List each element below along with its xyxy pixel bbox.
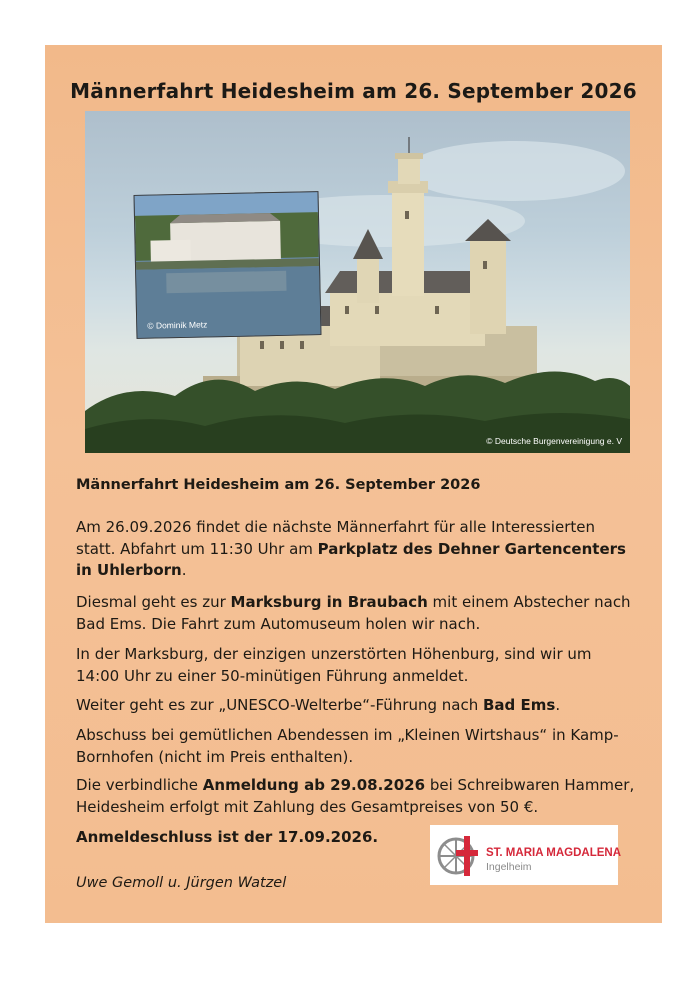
parish-logo <box>430 825 622 885</box>
page-title: Männerfahrt Heidesheim am 26. September 2026 <box>70 79 637 103</box>
parish-city: Ingelheim <box>486 861 532 873</box>
paragraph-registration <box>76 775 636 818</box>
departure-location: Parkplatz des Dehner Gartencenters in Uhlerborn <box>76 539 626 579</box>
departure-end: . <box>181 561 187 579</box>
deadline-text: Anmeldeschluss ist der 17.09.2026. <box>76 828 379 846</box>
castle-photo <box>85 111 630 453</box>
subheading: Männerfahrt Heidesheim am 26. September 2026 <box>76 477 481 493</box>
inset-photo <box>134 191 322 339</box>
destination-text: Diesmal geht es zur <box>76 593 231 611</box>
destination-rest: mit einem Abstecher nach Bad Ems. Die Fahrt zum Automuseum holen wir nach. <box>76 593 631 633</box>
cross-wheel-icon <box>434 830 486 882</box>
unesco-place: Bad Ems <box>482 696 556 714</box>
unesco-end: . <box>555 696 561 714</box>
unesco-text: Weiter geht es zur „UNESCO-Welterbe“-Führung nach <box>76 696 483 714</box>
paragraph-departure <box>76 517 636 582</box>
departure-text: Am 26.09.2026 findet die nächste Männerfahrt für alle Interessierten statt. Abfahrt um 11:30 Uhr am <box>76 518 595 558</box>
destination-name: Marksburg in Braubach <box>230 593 428 611</box>
flyer-sheet <box>45 45 662 923</box>
paragraph-destination <box>76 592 636 635</box>
paragraph-tour: In der Marksburg, der einzigen unzerstörten Höhenburg, sind wir um 14:00 Uhr zu einer 50-minütigen Führung anmeldet. <box>76 645 592 685</box>
parish-name: ST. MARIA MAGDALENA <box>486 847 622 859</box>
paragraph-dinner: Abschuss bei gemütlichen Abendessen im „Kleinen Wirtshaus“ in Kamp-Bornhofen (nicht im Preis enthalten). <box>76 726 619 766</box>
inset-credit: © Dominik Metz <box>147 319 208 331</box>
signature: Uwe Gemoll u. Jürgen Watzel <box>76 875 287 891</box>
registration-text: Die verbindliche <box>76 776 203 794</box>
registration-rest: bei Schreibwaren Hammer, Heidesheim erfolgt mit Zahlung des Gesamtpreises von 50 €. <box>76 776 635 816</box>
photo-credit: © Deutsche Burgenvereinigung e. V <box>486 436 622 446</box>
paragraph-unesco <box>76 695 636 717</box>
registration-date: Anmeldung ab 29.08.2026 <box>202 776 426 794</box>
